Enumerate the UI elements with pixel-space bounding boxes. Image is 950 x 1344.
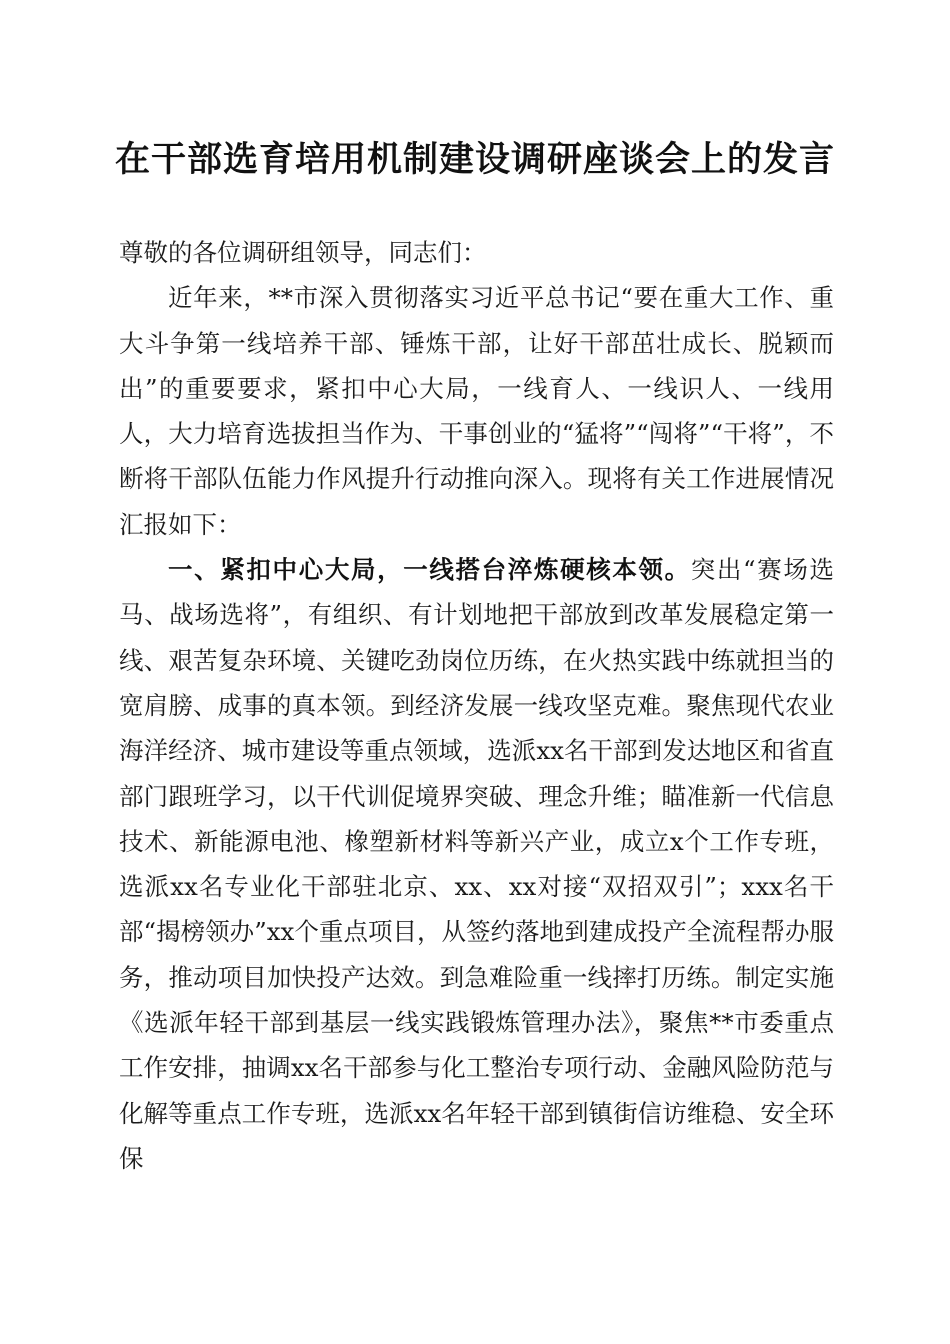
salutation: 尊敬的各位调研组领导，同志们： <box>119 238 487 267</box>
section-heading: 一、紧扣中心大局，一线搭台淬炼硬核本领。 <box>168 555 691 585</box>
document-body <box>119 230 834 1181</box>
paragraph-section-1 <box>119 547 834 1181</box>
paragraph-intro: 近年来，**市深入贯彻落实习近平总书记“要在重大工作、重大斗争第一线培养干部、锤炼干部，让好干部茁壮成长、脱颖而出”的重要要求，紧扣中心大局，一线育人、一线识人、一线用人，大力培育选拔担当作为、干事创业的“猛将”“闯将”“干将”，不断将干部队伍能力作风提升行动推向深入。现将有关工作进展情况汇报如下： <box>119 283 834 539</box>
document-title: 在干部选育培用机制建设调研座谈会上的发言 <box>114 139 835 180</box>
section-body: 突出“赛场选马、战场选将”，有组织、有计划地把干部放到改革发展稳定第一线、艰苦复杂环境、关键吃劲岗位历练，在火热实践中练就担当的宽肩膀、成事的真本领。到经济发展一线攻坚克难。聚焦现代农业海洋经济、城市建设等重点领域，选派xx名干部到发达地区和省直部门跟班学习，以干代训促境界突破、理念升维；瞄准新一代信息技术、新能源电池、橡塑新材料等新兴产业，成立x个工作专班，选派xx名专业化干部驻北京、xx、xx对接“双招双引”；xxx名干部“揭榜领办”xx个重点项目，从签约落地到建成投产全流程帮办服务，推动项目加快投产达效。到急难险重一线摔打历练。制定实施《选派年轻干部到基层一线实践锻炼管理办法》，聚焦**市委重点工作安排，抽调xx名干部参与化工整治专项行动、金融风险防范与化解等重点工作专班，选派xx名年轻干部到镇街信访维稳、安全环保 <box>119 555 834 1173</box>
